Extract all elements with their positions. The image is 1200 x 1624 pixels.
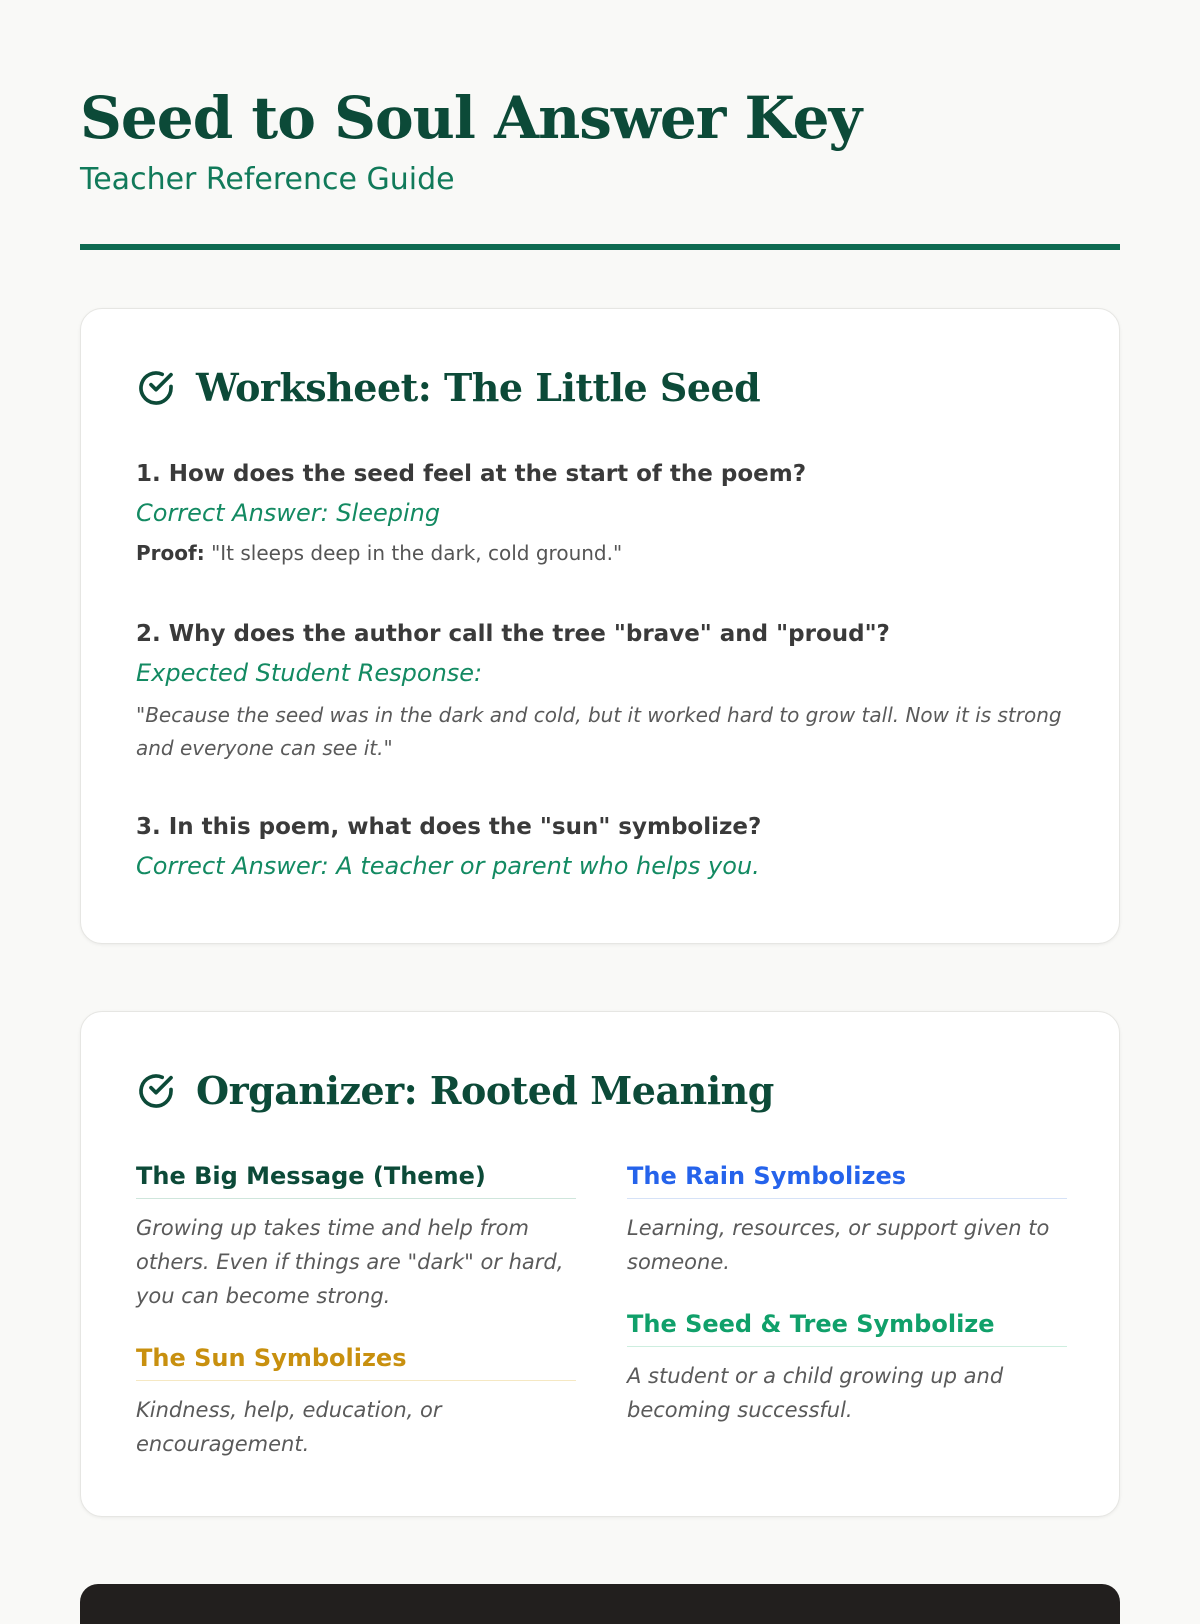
proof-quote: "It sleeps deep in the dark, cold ground." [211,541,623,565]
check-circle-icon [136,368,176,408]
worksheet-card [80,308,1120,944]
question-2 [136,617,1066,765]
header-divider [80,244,1120,250]
rain-text: Learning, resources, or support given to someone. [627,1216,1050,1274]
correct-answer: Correct Answer: A teacher or parent who helps you. [136,852,760,880]
question-3 [136,810,1066,884]
answer-key-page [80,0,1120,1456]
proof-line [136,539,1066,567]
check-circle-icon [136,1071,176,1111]
proof-label: Proof: [136,541,205,565]
question-text: 1. How does the seed feel at the start of the poem? [136,461,807,487]
expected-response-text: "Because the seed was in the dark and cold, but it worked hard to grow tall. Now it is strong and everyone can see it." [136,703,1062,760]
seed-tree-heading: The Seed & Tree Symbolize [627,1308,1067,1347]
correct-answer: Correct Answer: Sleeping [136,499,441,527]
theme-block [136,1160,576,1313]
worksheet-title: Worksheet: The Little Seed [196,365,761,410]
footer-panel [80,1584,1120,1624]
organizer-header [136,1067,774,1115]
worksheet-header [136,364,760,412]
question-1 [136,457,1066,567]
expected-response-label: Expected Student Response: [136,659,483,687]
page-subtitle: Teacher Reference Guide [80,162,455,197]
sun-heading: The Sun Symbolizes [136,1342,576,1381]
theme-text: Growing up takes time and help from others. Even if things are "dark" or hard, you can become strong. [136,1216,564,1308]
sun-block [136,1342,576,1461]
page-title: Seed to Soul Answer Key [80,84,862,152]
seed-tree-block [627,1308,1067,1427]
question-text: 3. In this poem, what does the "sun" symbolize? [136,814,762,840]
sun-text: Kindness, help, education, or encouragement. [136,1398,442,1456]
organizer-card [80,1011,1120,1517]
rain-block [627,1160,1067,1279]
theme-heading: The Big Message (Theme) [136,1160,576,1199]
seed-tree-text: A student or a child growing up and becoming successful. [627,1364,1004,1422]
rain-heading: The Rain Symbolizes [627,1160,1067,1199]
organizer-title: Organizer: Rooted Meaning [196,1068,774,1113]
question-text: 2. Why does the author call the tree "brave" and "proud"? [136,621,890,647]
